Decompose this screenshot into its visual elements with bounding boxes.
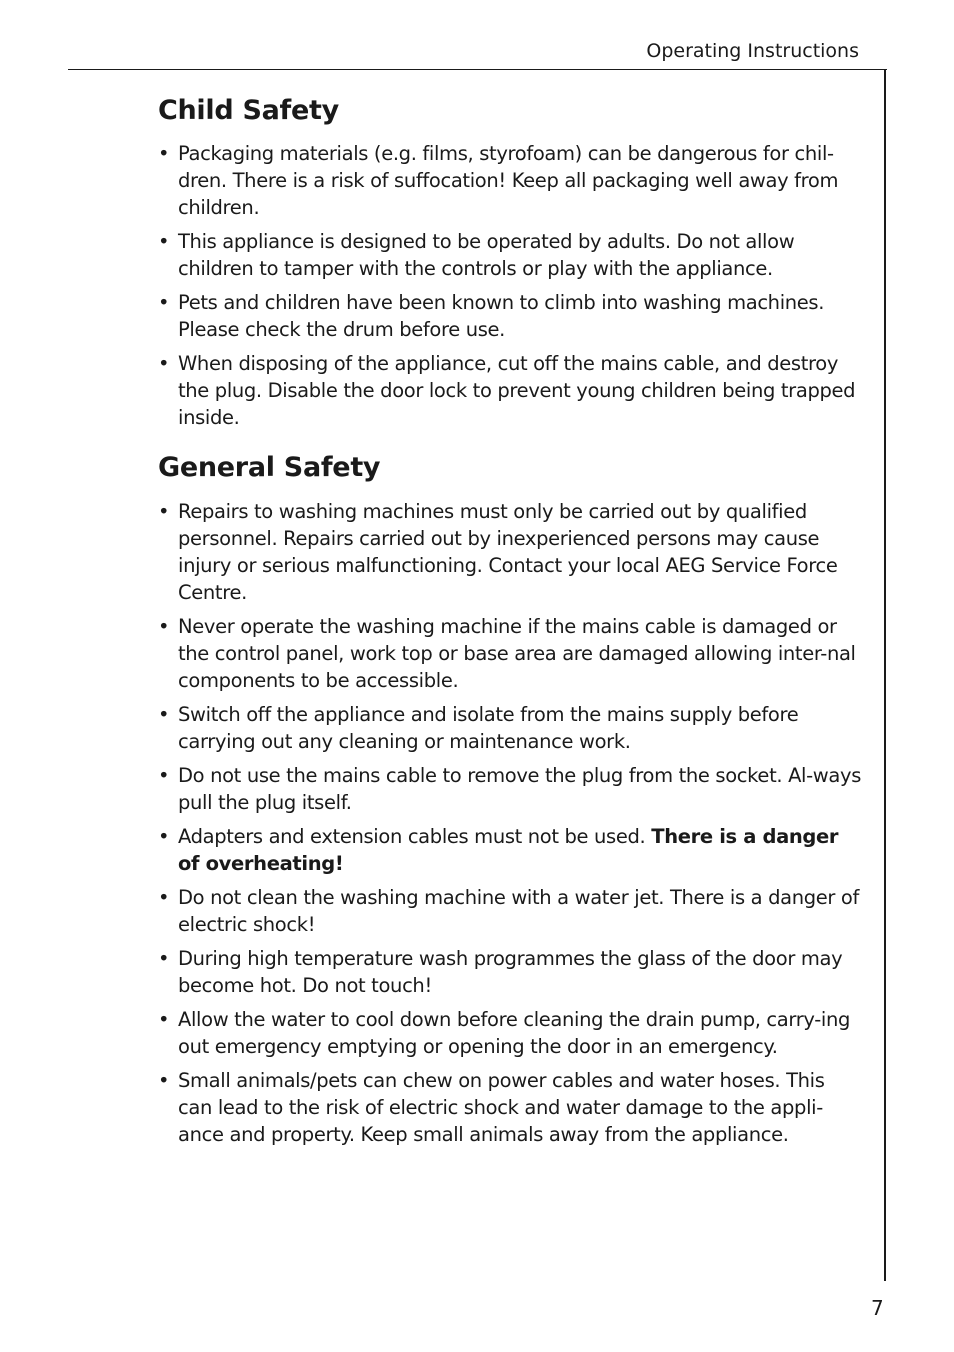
- page-number: 7: [871, 1296, 884, 1320]
- list-item-text: Small animals/pets can chew on power cables and water hoses. This can lead to the risk of electric shock and water damage to the appli-ance and property. Keep small animals away from the appliance.: [178, 1069, 825, 1146]
- list-item: [158, 350, 861, 431]
- list-item: [158, 945, 861, 999]
- bullet-icon: •: [158, 764, 170, 787]
- section-heading-child-safety: Child Safety: [158, 95, 339, 126]
- bullet-icon: •: [158, 1069, 170, 1092]
- header-rule: [68, 69, 887, 70]
- list-item-text: Do not use the mains cable to remove the plug from the socket. Al-ways pull the plug itself.: [178, 764, 862, 814]
- list-item-text: During high temperature wash programmes the glass of the door may become hot. Do not touch!: [178, 947, 843, 997]
- bullet-icon: •: [158, 500, 170, 523]
- running-header: Operating Instructions: [646, 40, 859, 62]
- margin-rule: [884, 69, 886, 1281]
- list-item-text: Packaging materials (e.g. films, styrofoam) can be dangerous for chil-dren. There is a risk of suffocation! Keep all packaging well away from children.: [178, 142, 839, 219]
- list-item: [158, 498, 861, 606]
- bullet-icon: •: [158, 703, 170, 726]
- bullet-icon: •: [158, 947, 170, 970]
- list-item-text: Adapters and extension cables must not be used.: [178, 825, 652, 848]
- bullet-icon: •: [158, 886, 170, 909]
- list-item-text: Switch off the appliance and isolate from the mains supply before carrying out any cleaning or maintenance work.: [178, 703, 799, 753]
- list-item-text: Never operate the washing machine if the mains cable is damaged or the control panel, work top or base area are damaged allowing inter-nal components to be accessible.: [178, 615, 856, 692]
- general-safety-list: [158, 498, 861, 1148]
- list-item: [158, 228, 861, 282]
- child-safety-list: [158, 140, 861, 431]
- bullet-icon: •: [158, 352, 170, 375]
- list-item: [158, 1067, 861, 1148]
- list-item: [158, 884, 861, 938]
- list-item: [158, 1006, 861, 1060]
- list-item: [158, 140, 861, 221]
- warning-text: There is a danger of overheating!: [178, 825, 839, 875]
- bullet-icon: •: [158, 230, 170, 253]
- list-item-text: Pets and children have been known to climb into washing machines. Please check the drum before use.: [178, 291, 825, 341]
- bullet-icon: •: [158, 825, 170, 848]
- section-heading-general-safety: General Safety: [158, 452, 381, 483]
- list-item-text: Allow the water to cool down before cleaning the drain pump, carry-ing out emergency emptying or opening the door in an emergency.: [178, 1008, 851, 1058]
- list-item: [158, 762, 861, 816]
- list-item: [158, 613, 861, 694]
- bullet-icon: •: [158, 1008, 170, 1031]
- bullet-icon: •: [158, 291, 170, 314]
- general-safety-section: [158, 452, 861, 1155]
- list-item-text: When disposing of the appliance, cut off the mains cable, and destroy the plug. Disable the door lock to prevent young children being trapped inside.: [178, 352, 856, 429]
- list-item-text: This appliance is designed to be operated by adults. Do not allow children to tamper with the controls or play with the appliance.: [178, 230, 795, 280]
- list-item: [158, 289, 861, 343]
- list-item: [158, 823, 861, 877]
- list-item-text: Repairs to washing machines must only be carried out by qualified personnel. Repairs carried out by inexperienced persons may cause injury or serious malfunctioning. Contact your local AEG Service Force Centre.: [178, 500, 838, 604]
- list-item: [158, 701, 861, 755]
- bullet-icon: •: [158, 615, 170, 638]
- bullet-icon: •: [158, 142, 170, 165]
- child-safety-section: [158, 95, 861, 438]
- list-item-text: Do not clean the washing machine with a water jet. There is a danger of electric shock!: [178, 886, 860, 936]
